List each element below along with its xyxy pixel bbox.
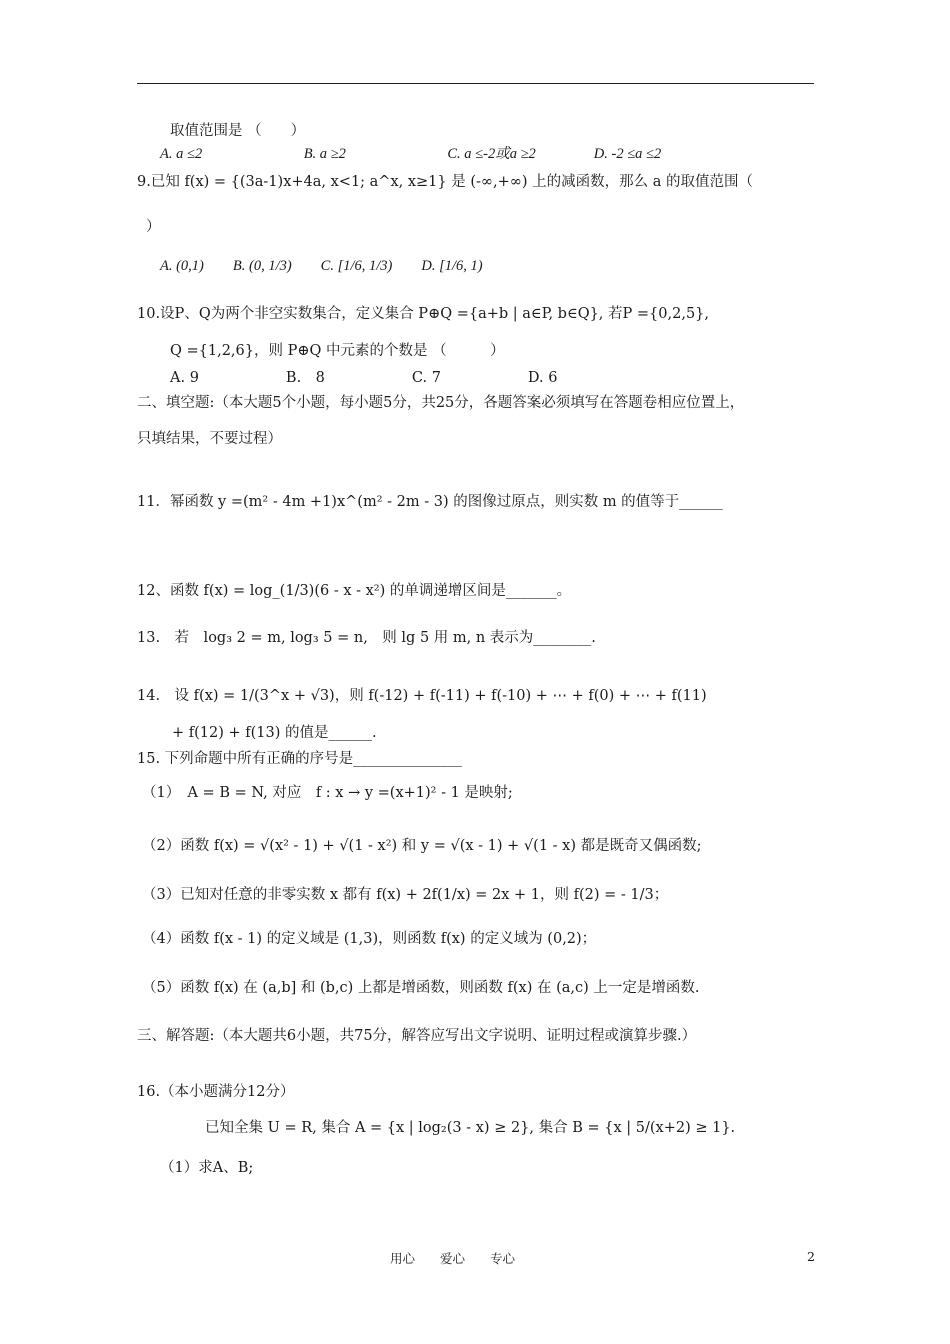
q15-item-5: （5）函数 f(x) 在 (a,b] 和 (b,c) 上都是增函数，则函数 f(x) 在 (a,c) 上一定是增函数. bbox=[142, 980, 700, 996]
q15-item-2: （2）函数 f(x) = √(x² - 1) + √(1 - x²) 和 y = √(x - 1) + √(1 - x) 都是既奇又偶函数; bbox=[142, 838, 702, 854]
q16-stem: 已知全集 U = R, 集合 A = {x | log₂(3 - x) ≥ 2}, 集合 B = {x | 5/(x+2) ≥ 1}. bbox=[205, 1120, 736, 1136]
page-footer: 用心 爱心 专心 bbox=[390, 1251, 516, 1266]
q9-stem-close: ） bbox=[146, 219, 161, 235]
q10-stem-cont: Q ={1,2,6}，则 P⊕Q 中元素的个数是 （ ） bbox=[170, 343, 505, 359]
q15-item-3: （3）已知对任意的非零实数 x 都有 f(x) + 2f(1/x) = 2x + 1，则 f(2) = - 1/3； bbox=[142, 887, 669, 903]
q14-cont: + f(12) + f(13) 的值是______. bbox=[172, 725, 377, 741]
q11: 11．幂函数 y =(m² - 4m +1)x^(m² - 2m - 3) 的图像过原点，则实数 m 的值等于______ bbox=[137, 494, 723, 510]
section2-heading-cont: 只填结果，不要过程） bbox=[137, 431, 282, 447]
q12: 12、函数 f(x) = log_(1/3)(6 - x - x²) 的单调递增区间是_______。 bbox=[137, 583, 572, 599]
q9-options: A. (0,1) B. (0, 1/3) C. [1/6, 1/3) D. [1/6, 1) bbox=[160, 258, 483, 274]
q16-part-1: （1）求A、B; bbox=[160, 1160, 254, 1176]
q10-options: A. 9 B. 8 C. 7 D. 6 bbox=[170, 370, 558, 386]
section3-heading: 三、解答题:（本大题共6小题，共75分，解答应写出文字说明、证明过程或演算步骤.） bbox=[137, 1028, 697, 1044]
q10-stem: 10.设P、Q为两个非空实数集合，定义集合 P⊕Q ={a+b | a∈P, b∈Q}, 若P ={0,2,5}, bbox=[137, 306, 709, 322]
q8-stem-tail: 取值范围是 （ ） bbox=[170, 123, 306, 139]
q15-item-4: （4）函数 f(x - 1) 的定义域是 (1,3)，则函数 f(x) 的定义域为 (0,2)； bbox=[142, 931, 597, 947]
q9-stem: 9.已知 f(x) = {(3a-1)x+4a, x<1; a^x, x≥1} 是 (-∞,+∞) 上的减函数，那么 a 的取值范围（ bbox=[137, 174, 753, 190]
q15-item-1: （1） A = B = N, 对应 f : x → y =(x+1)² - 1 是映射; bbox=[142, 785, 513, 801]
page-number: 2 bbox=[807, 1249, 815, 1264]
section2-heading: 二、填空题:（本大题5个小题，每小题5分，共25分，各题答案必须填写在答题卷相应位置上， bbox=[137, 395, 745, 411]
q15-stem: 15. 下列命题中所有正确的序号是_______________ bbox=[137, 751, 462, 767]
q14: 14. 设 f(x) = 1/(3^x + √3)，则 f(-12) + f(-11) + f(-10) + ⋯ + f(0) + ⋯ + f(11) bbox=[137, 688, 707, 704]
q13: 13. 若 log₃ 2 = m, log₃ 5 = n, 则 lg 5 用 m, n 表示为________. bbox=[137, 630, 596, 646]
q8-options: A. a ≤2 B. a ≥2 C. a ≤-2或a ≥2 D. -2 ≤a ≤2 bbox=[160, 146, 662, 162]
header-rule bbox=[137, 83, 814, 84]
q16-heading: 16.（本小题满分12分） bbox=[137, 1084, 295, 1100]
